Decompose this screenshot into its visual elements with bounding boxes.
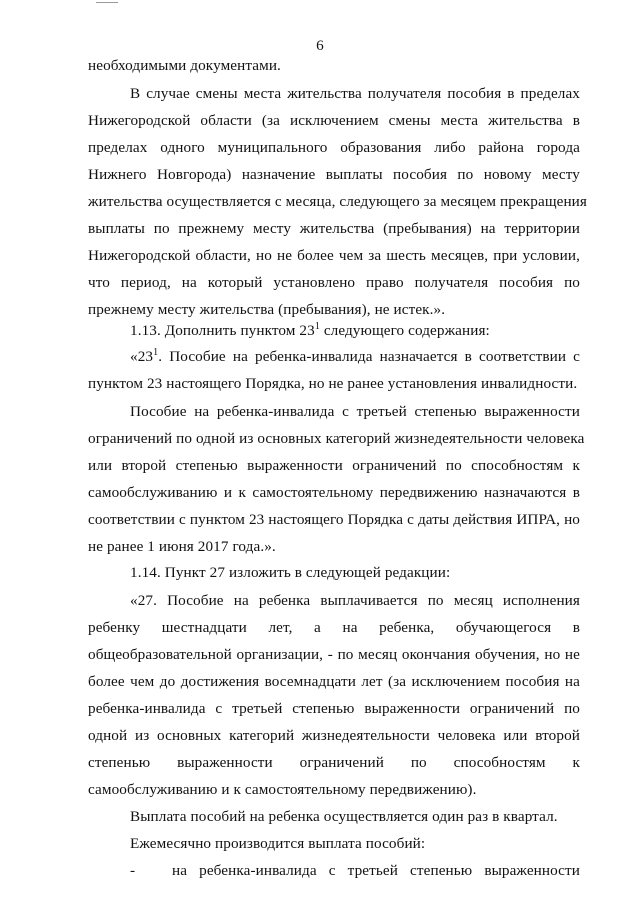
superscript: 1 — [153, 347, 159, 358]
text-line: или второй степенью выраженности ограничений по способностям к — [88, 457, 580, 474]
text-line: не ранее 1 июня 2017 года.». — [88, 538, 276, 555]
item-suffix: . Пособие на ребенка-инвалида назначается в соответствии с — [158, 348, 580, 365]
text-line: общеобразовательной организации, - по месяц окончания обучения, но не — [88, 646, 580, 663]
text-line: Нижегородской области (за исключением смены места жительства в — [88, 112, 580, 129]
item-23-1-first-line — [130, 348, 580, 368]
text-line: степенью выраженности ограничений по способностям к — [88, 754, 580, 771]
text-line: Выплата пособий на ребенка осуществляется один раз в квартал. — [130, 808, 558, 825]
text-line: что период, на который установлено право получателя пособия по — [88, 274, 580, 291]
text-line: Нижнего Новгорода) назначение выплаты пособия по новому месту — [88, 166, 580, 183]
text-line: более чем до достижения восемнадцати лет (за исключением пособия на — [88, 673, 580, 690]
list-dash: - — [130, 862, 136, 879]
scan-mark — [96, 2, 118, 6]
item-1-13-heading — [130, 322, 580, 342]
text-line: В случае смены места жительства получателя пособия в пределах — [130, 85, 580, 102]
text-line: пунктом 23 настоящего Порядка, но не ранее установления инвалидности. — [88, 375, 578, 392]
item-1-14-heading: 1.14. Пункт 27 изложить в следующей редакции: — [130, 564, 451, 581]
item-prefix: 1.13. Дополнить пунктом 23 — [130, 322, 315, 339]
text-line: соответствии с пунктом 23 настоящего Порядка с даты действия ИПРА, но — [88, 511, 580, 528]
text-line: самообслуживанию и к самостоятельному передвижению назначаются в — [88, 484, 580, 501]
text-line: выплаты по прежнему месту жительства (пребывания) на территории — [88, 220, 580, 237]
text-line: пределах одного муниципального образования либо района города — [88, 139, 580, 156]
text-line: Пособие на ребенка-инвалида с третьей степенью выраженности — [130, 403, 580, 420]
text-line: жительства осуществляется с месяца, следующего за месяцем прекращения — [88, 193, 587, 210]
item-number: «23 — [130, 348, 154, 365]
text-line: Ежемесячно производится выплата пособий: — [130, 835, 426, 852]
text-line: ребенка-инвалида с третьей степенью выраженности ограничений по — [88, 700, 580, 717]
text-line: «27. Пособие на ребенка выплачивается по месяц исполнения — [130, 592, 580, 609]
text-line: Нижегородской области, но не более чем за шесть месяцев, при условии, — [88, 247, 580, 264]
text-line: необходимыми документами. — [88, 57, 281, 74]
item-suffix: следующего содержания: — [319, 322, 490, 339]
superscript: 1 — [314, 321, 320, 332]
page-number: 6 — [316, 37, 324, 54]
text-line: ребенку шестнадцати лет, а на ребенка, обучающегося в — [88, 619, 580, 636]
text-line: прежнему месту жительства (пребывания), не истек.». — [88, 301, 446, 318]
text-line: самообслуживанию и к самостоятельному передвижению). — [88, 781, 477, 798]
text-line: ограничений по одной из основных категорий жизнедеятельности человека — [88, 430, 585, 447]
list-item-text: на ребенка-инвалида с третьей степенью выраженности — [172, 862, 580, 879]
text-line: одной из основных категорий жизнедеятельности человека или второй — [88, 727, 580, 744]
